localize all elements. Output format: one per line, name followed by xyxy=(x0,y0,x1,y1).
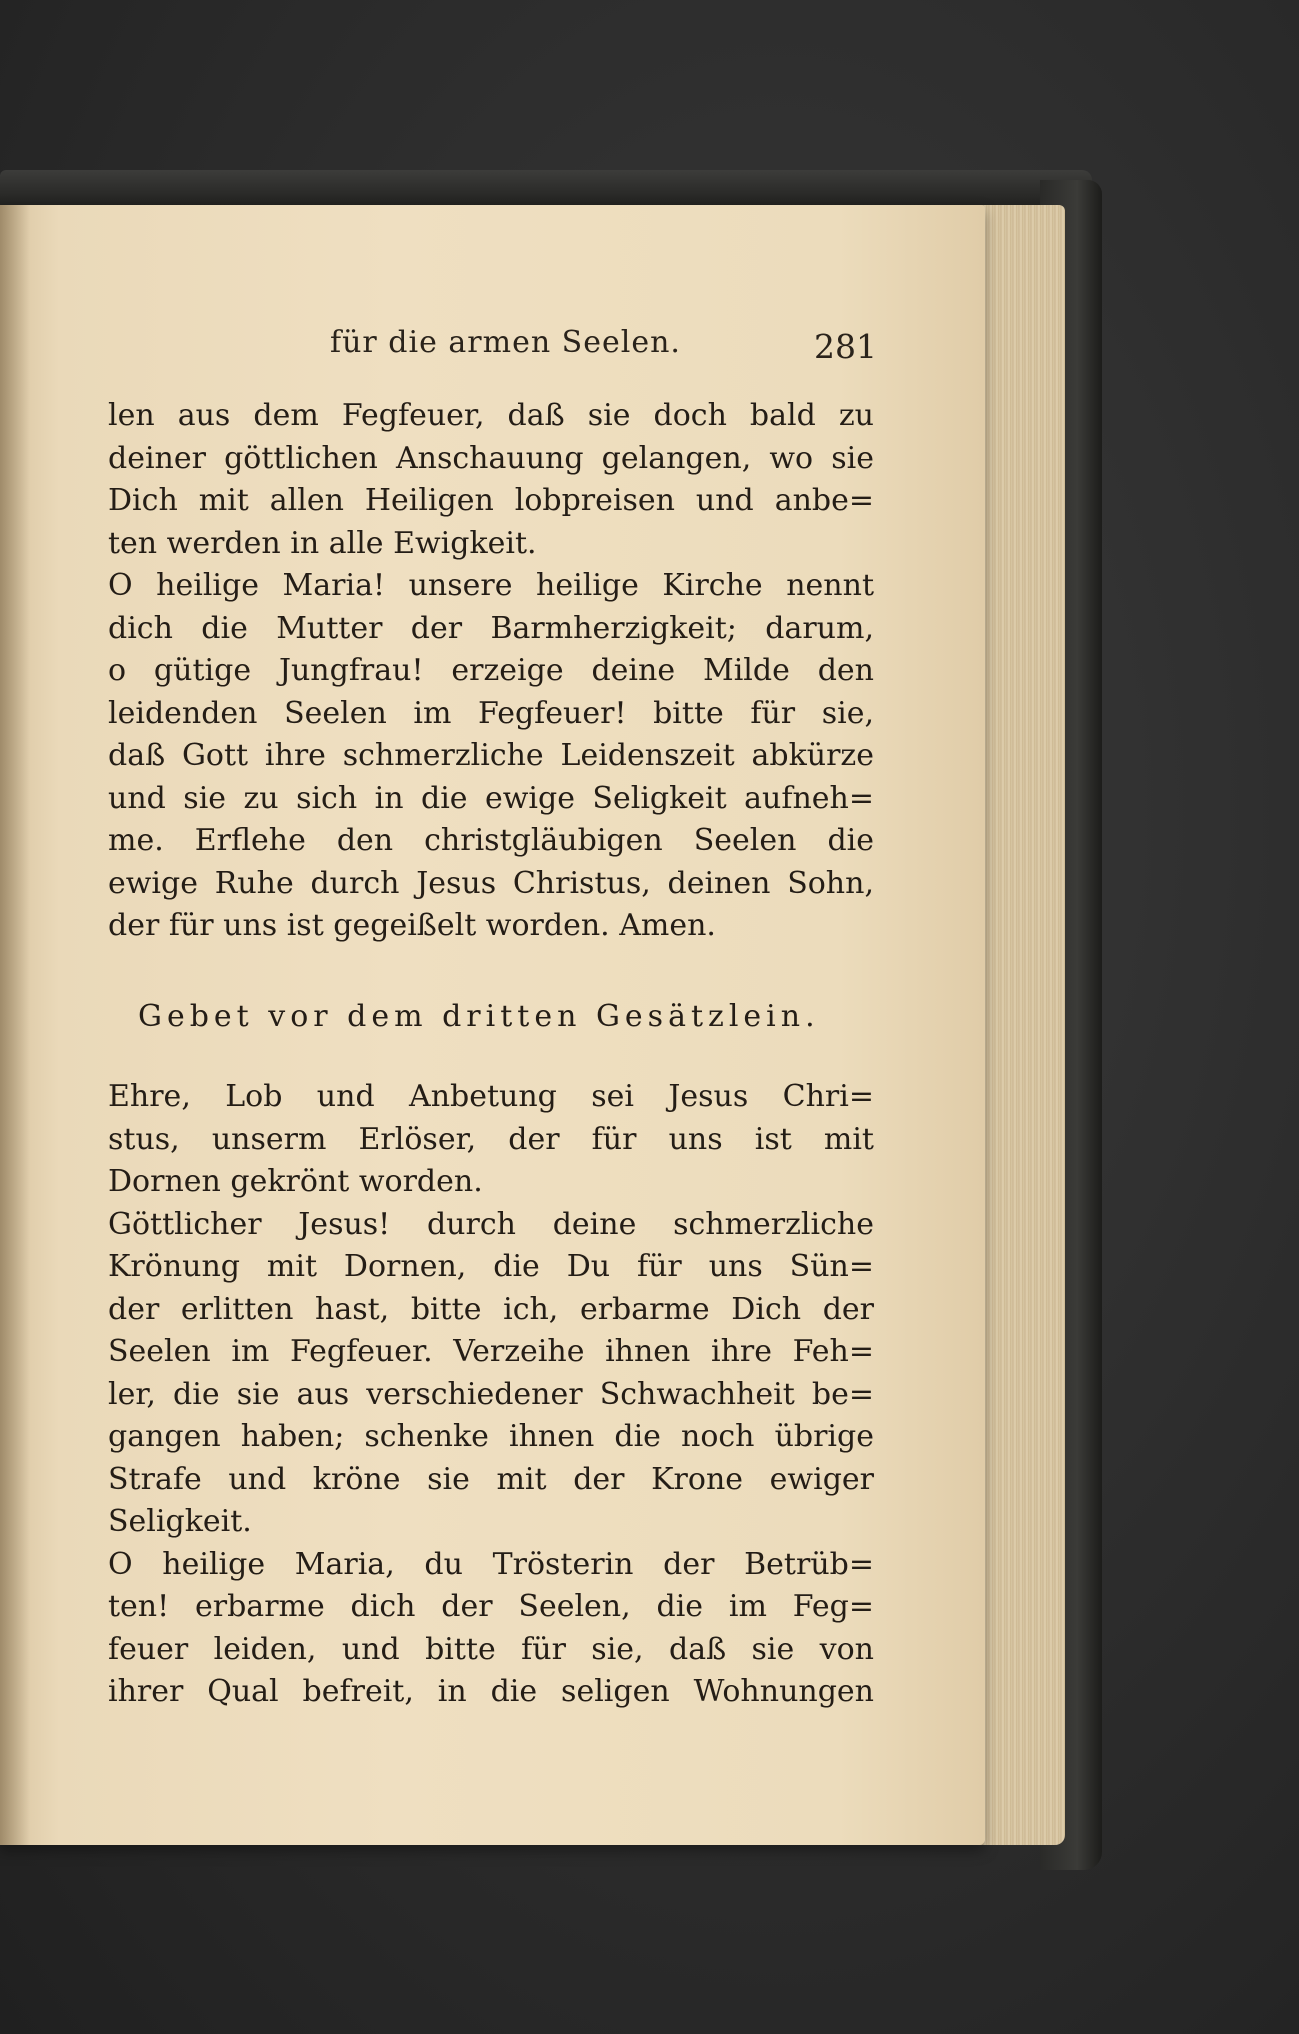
text-line: ten werden in alle Ewigkeit. xyxy=(108,525,537,561)
text-line: der erlitten hast, bitte ich, erbarme Dich der xyxy=(108,1291,874,1327)
section-spacer xyxy=(108,1038,874,1076)
text-line: ewige Ruhe durch Jesus Christus, deinen Sohn, xyxy=(108,865,874,901)
text-line: o gütige Jungfrau! erzeige deine Milde den xyxy=(108,653,874,688)
text-line: gangen haben; schenke ihnen die noch übrige xyxy=(108,1419,874,1454)
book-cover-top-edge xyxy=(0,170,1092,210)
text-line: Strafe und kröne sie mit der Krone ewiger xyxy=(108,1461,874,1497)
text-line: Ehre, Lob und Anbetung sei Jesus Chri= xyxy=(108,1079,874,1114)
text-line: me. Erflehe den christgläubigen Seelen die xyxy=(108,823,874,858)
text-line: len aus dem Fegfeuer, daß sie doch bald zu xyxy=(108,398,874,433)
page-text xyxy=(108,395,874,1714)
text-line: und sie zu sich in die ewige Seligkeit aufneh= xyxy=(108,780,874,816)
text-line: O heilige Maria, du Trösterin der Betrüb= xyxy=(108,1546,874,1582)
running-title: für die armen Seelen. xyxy=(330,325,681,360)
text-line: stus, unserm Erlöser, der für uns ist mit xyxy=(108,1121,874,1157)
text-line: leidenden Seelen im Fegfeuer! bitte für sie, xyxy=(108,695,874,731)
text-line: Göttlicher Jesus! durch deine schmerzliche xyxy=(108,1206,874,1242)
text-line: O heilige Maria! unsere heilige Kirche nennt xyxy=(108,568,874,603)
section-spacer xyxy=(108,948,874,996)
text-line: ihrer Qual befreit, in die seligen Wohnungen xyxy=(108,1674,874,1709)
text-line: dich die Mutter der Barmherzigkeit; darum, xyxy=(108,610,874,646)
text-line: deiner göttlichen Anschauung gelangen, wo sie xyxy=(108,440,874,476)
spine-shadow xyxy=(0,205,30,1845)
text-line: ten! erbarme dich der Seelen, die im Feg= xyxy=(108,1589,874,1624)
text-line: Krönung mit Dornen, die Du für uns Sün= xyxy=(108,1249,874,1284)
text-line: daß Gott ihre schmerzliche Leidenszeit abkürze xyxy=(108,738,874,773)
text-line: der für uns ist gegeißelt worden. Amen. xyxy=(108,908,716,943)
section-heading: Gebet vor dem dritten Gesätzlein. xyxy=(138,998,820,1034)
text-line: Seelen im Fegfeuer. Verzeihe ihnen ihre Feh= xyxy=(108,1334,874,1369)
page-block-edges xyxy=(975,205,1065,1845)
text-line: Dornen gekrönt worden. xyxy=(108,1164,483,1199)
text-line: ler, die sie aus verschiedener Schwachheit be= xyxy=(108,1376,874,1412)
text-line: Seligkeit. xyxy=(108,1504,252,1539)
page-number: 281 xyxy=(814,327,877,366)
text-line: feuer leiden, und bitte für sie, daß sie von xyxy=(108,1631,874,1667)
text-line: Dich mit allen Heiligen lobpreisen und anbe= xyxy=(108,483,874,518)
